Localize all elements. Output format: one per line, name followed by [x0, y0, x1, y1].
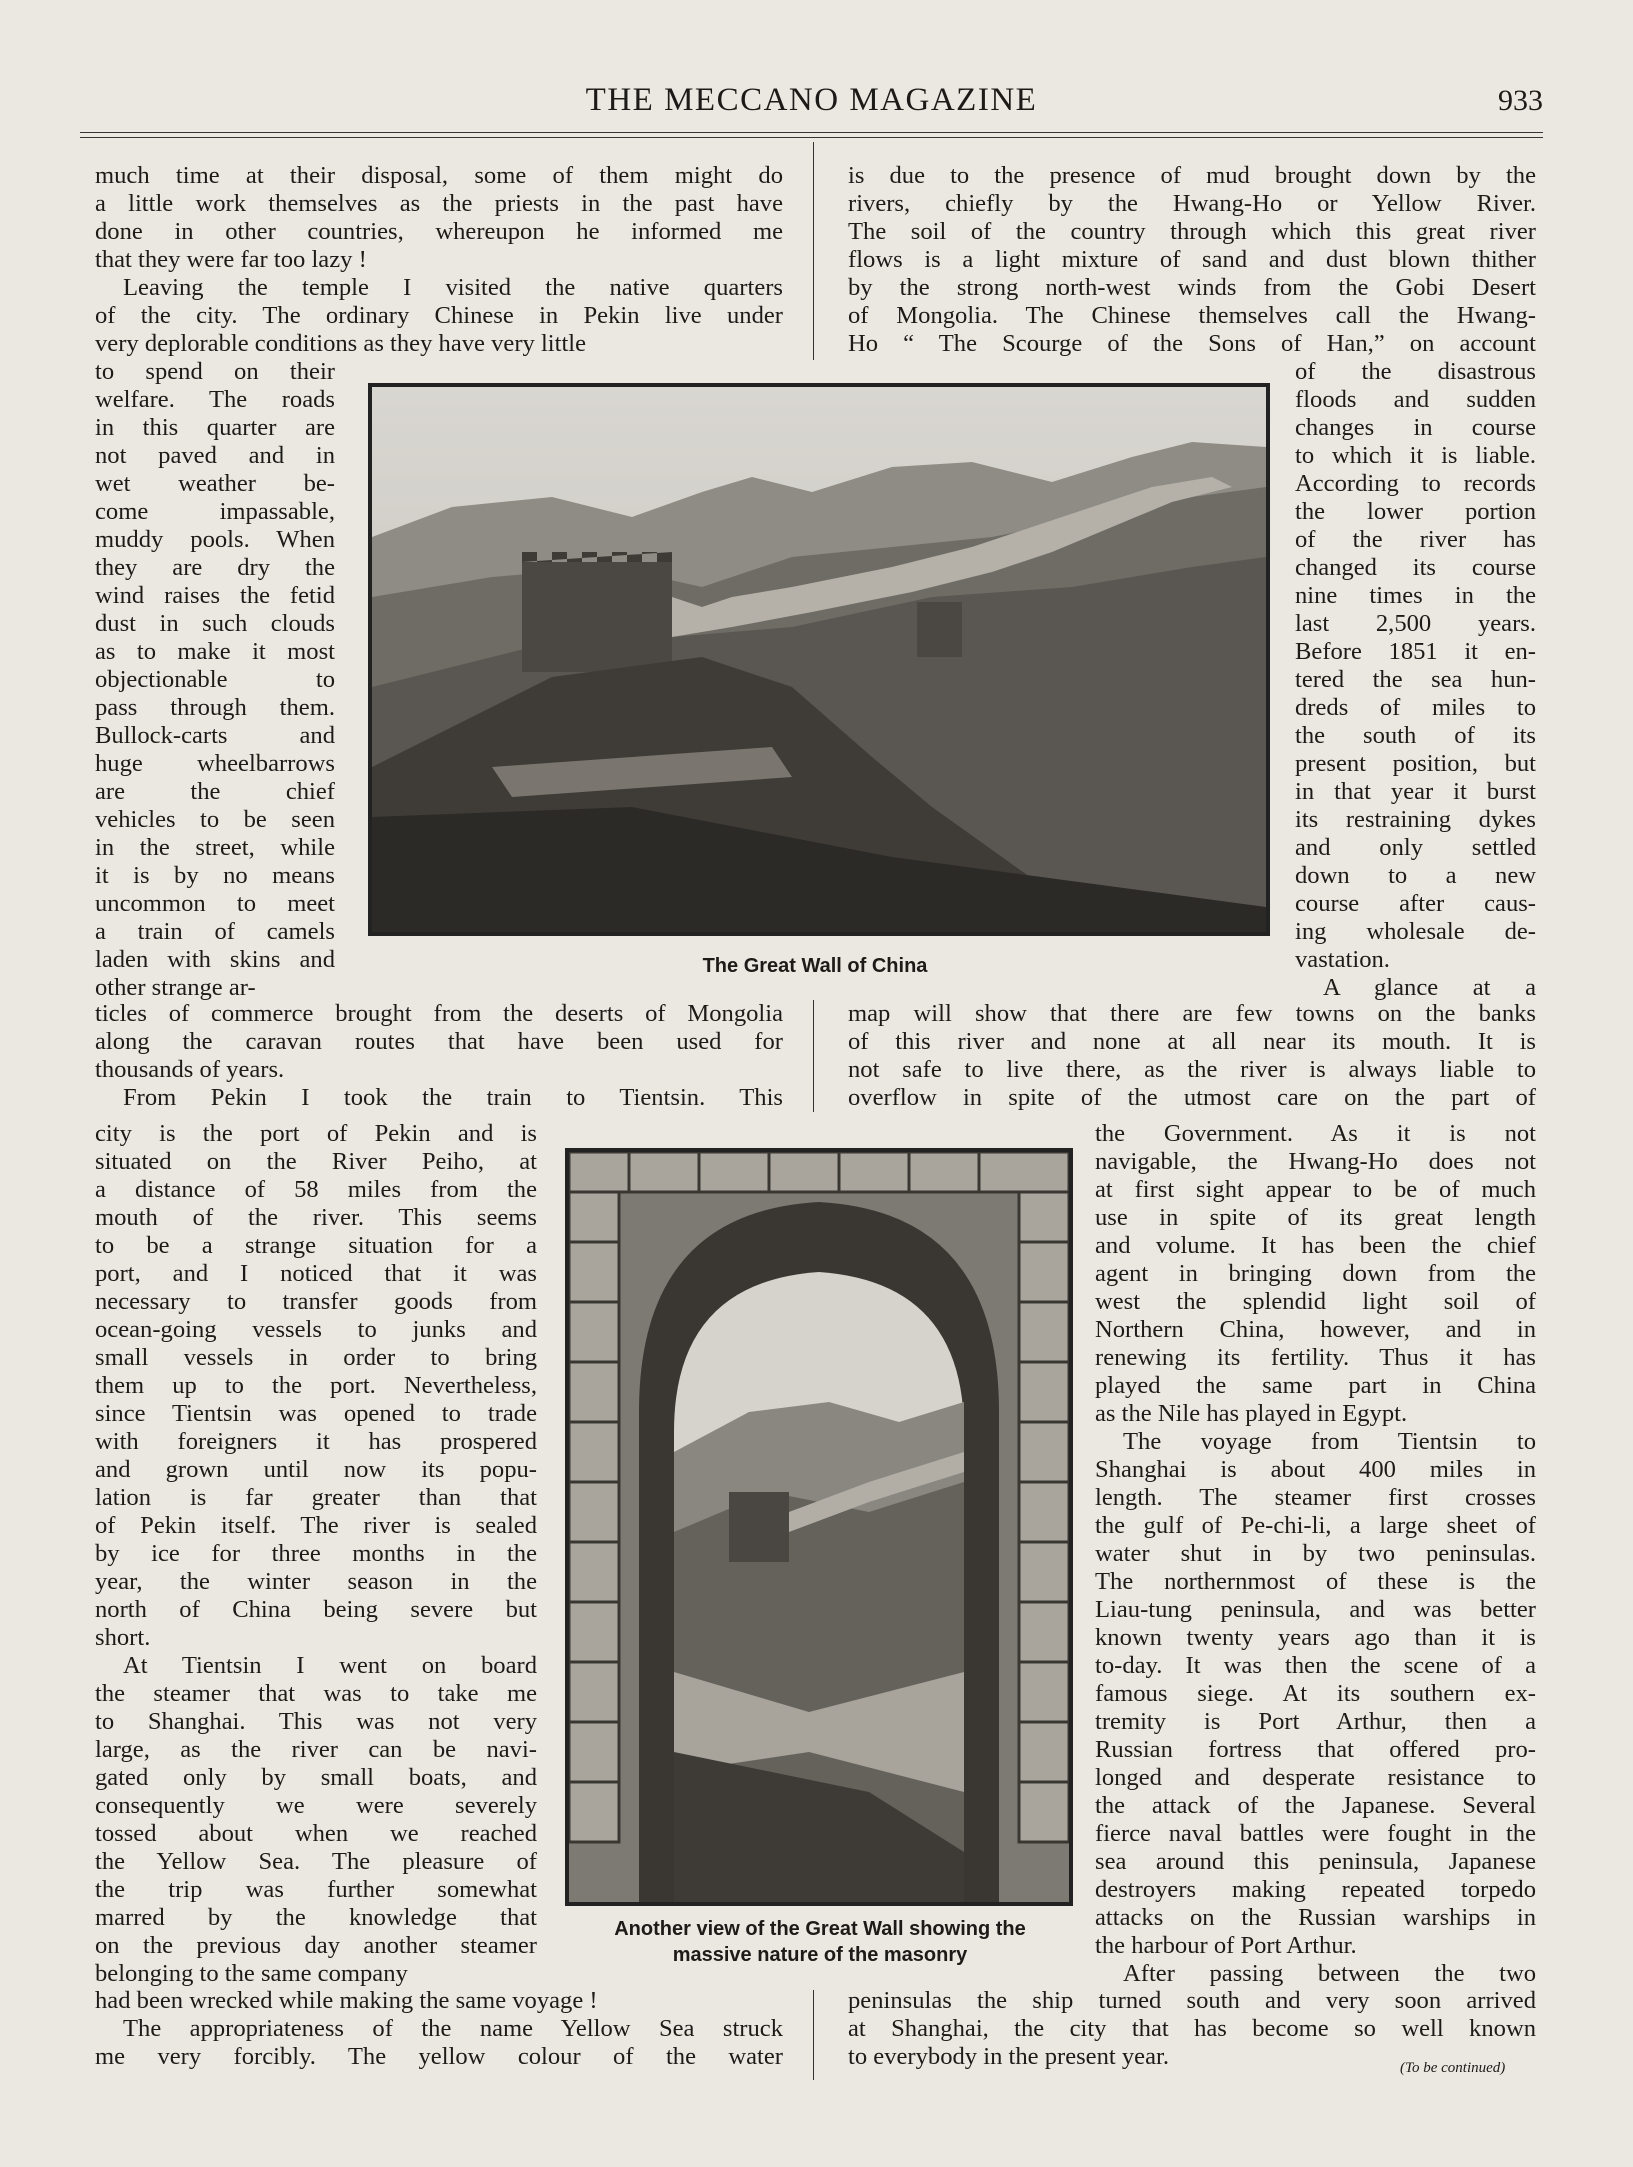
- text-line: objectionable to: [95, 666, 335, 693]
- text-line: Northern China, however, and in: [1095, 1316, 1536, 1343]
- text-line: a little work themselves as the priests in the past have: [95, 190, 783, 217]
- text-line: west the splendid light soil of: [1095, 1288, 1536, 1315]
- text-line: the south of its: [1295, 722, 1536, 749]
- text-line: agent in bringing down from the: [1095, 1260, 1536, 1287]
- right-narrow-text: [1295, 358, 1536, 1002]
- text-line: At Tientsin I went on board: [123, 1652, 537, 1679]
- text-line: Shanghai is about 400 miles in: [1095, 1456, 1536, 1483]
- text-line: played the same part in China: [1095, 1372, 1536, 1399]
- left-bottom-text: [95, 1987, 783, 2071]
- text-line: pass through them.: [95, 694, 335, 721]
- text-line: at Shanghai, the city that has become so well known: [848, 2015, 1536, 2042]
- text-line: they are dry the: [95, 554, 335, 581]
- text-line: the trip was further somewhat: [95, 1876, 537, 1903]
- text-line: According to records: [1295, 470, 1536, 497]
- text-line: to be a strange situation for a: [95, 1232, 537, 1259]
- text-line: marred by the knowledge that: [95, 1904, 537, 1931]
- text-line: rivers, chiefly by the Hwang-Ho or Yellow River.: [848, 190, 1536, 217]
- text-line: tossed about when we reached: [95, 1820, 537, 1847]
- text-line: of the disastrous: [1295, 358, 1536, 385]
- text-line: short.: [95, 1624, 151, 1651]
- text-line: Bullock-carts and: [95, 722, 335, 749]
- text-line: to which it is liable.: [1295, 442, 1536, 469]
- text-line: Liau-tung peninsula, and was better: [1095, 1596, 1536, 1623]
- text-line: laden with skins and: [95, 946, 335, 973]
- text-line: The voyage from Tientsin to: [1123, 1428, 1536, 1455]
- text-line: to spend on their: [95, 358, 335, 385]
- text-line: at first sight appear to be of much: [1095, 1176, 1536, 1203]
- text-line: floods and sudden: [1295, 386, 1536, 413]
- text-line: fierce naval battles were fought in the: [1095, 1820, 1536, 1847]
- right-bottom-text: [848, 1987, 1536, 2071]
- wall-arch-caption: [575, 1916, 1065, 1968]
- text-line: From Pekin I took the train to Tientsin. This: [123, 1084, 783, 1111]
- text-line: nine times in the: [1295, 582, 1536, 609]
- text-line: situated on the River Peiho, at: [95, 1148, 537, 1175]
- header-rule-thin: [80, 137, 1543, 138]
- text-line: to everybody in the present year.: [848, 2043, 1169, 2070]
- text-line: come impassable,: [95, 498, 335, 525]
- right-top-text: [848, 162, 1536, 358]
- header-rule: [80, 132, 1543, 133]
- text-line: tremity is Port Arthur, then a: [1095, 1708, 1536, 1735]
- text-line: in that year it burst: [1295, 778, 1536, 805]
- text-line: renewing its fertility. Thus it has: [1095, 1344, 1536, 1371]
- text-line: the steamer that was to take me: [95, 1680, 537, 1707]
- text-line: not paved and in: [95, 442, 335, 469]
- text-line: changes in course: [1295, 414, 1536, 441]
- left-top-text: [95, 162, 783, 358]
- text-line: sea around this peninsula, Japanese: [1095, 1848, 1536, 1875]
- left-lower-text: [95, 1120, 537, 1988]
- text-line: with foreigners it has prospered: [95, 1428, 537, 1455]
- text-line: navigable, the Hwang-Ho does not: [1095, 1148, 1536, 1175]
- text-line: present position, but: [1295, 750, 1536, 777]
- text-line: the lower portion: [1295, 498, 1536, 525]
- text-line: down to a new: [1295, 862, 1536, 889]
- text-line: known twenty years ago than it is: [1095, 1624, 1536, 1651]
- text-line: as to make it most: [95, 638, 335, 665]
- text-line: Ho “ The Scourge of the Sons of Han,” on account: [848, 330, 1536, 357]
- text-line: are the chief: [95, 778, 335, 805]
- text-line: the Yellow Sea. The pleasure of: [95, 1848, 537, 1875]
- text-line: it is by no means: [95, 862, 335, 889]
- text-line: destroyers making repeated torpedo: [1095, 1876, 1536, 1903]
- text-line: wind raises the fetid: [95, 582, 335, 609]
- text-line: them up to the port. Nevertheless,: [95, 1372, 537, 1399]
- text-line: the attack of the Japanese. Several: [1095, 1792, 1536, 1819]
- text-line: gated only by small boats, and: [95, 1764, 537, 1791]
- text-line: tered the sea hun-: [1295, 666, 1536, 693]
- text-line: large, as the river can be navi-: [95, 1736, 537, 1763]
- text-line: city is the port of Pekin and is: [95, 1120, 537, 1147]
- column-divider-mid: [813, 1000, 814, 1112]
- text-line: other strange ar-: [95, 974, 256, 1001]
- to-be-continued: (To be continued): [1400, 2060, 1506, 2076]
- text-line: map will show that there are few towns on the banks: [848, 1000, 1536, 1027]
- text-line: thousands of years.: [95, 1056, 285, 1083]
- text-line: of the city. The ordinary Chinese in Pekin live under: [95, 302, 783, 329]
- text-line: necessary to transfer goods from: [95, 1288, 537, 1315]
- text-line: flows is a light mixture of sand and dust blown thither: [848, 246, 1536, 273]
- text-line: in this quarter are: [95, 414, 335, 441]
- text-line: me very forcibly. The yellow colour of the water: [95, 2043, 783, 2070]
- text-line: use in spite of its great length: [1095, 1204, 1536, 1231]
- text-line: vastation.: [1295, 946, 1390, 973]
- column-divider-top: [813, 142, 814, 360]
- running-header: [80, 82, 1543, 132]
- text-line: port, and I noticed that it was: [95, 1260, 537, 1287]
- text-line: changed its course: [1295, 554, 1536, 581]
- text-line: Leaving the temple I visited the native quarters: [123, 274, 783, 301]
- text-line: to Shanghai. This was not very: [95, 1708, 537, 1735]
- page-number: 933: [1498, 84, 1543, 117]
- text-line: mouth of the river. This seems: [95, 1204, 537, 1231]
- text-line: of Pekin itself. The river is sealed: [95, 1512, 537, 1539]
- text-line: Before 1851 it en-: [1295, 638, 1536, 665]
- right-lower-text: [1095, 1120, 1536, 1988]
- text-line: overflow in spite of the utmost care on the part of: [848, 1084, 1536, 1111]
- column-divider-bottom: [813, 1990, 814, 2080]
- text-line: famous siege. At its southern ex-: [1095, 1680, 1536, 1707]
- text-line: much time at their disposal, some of them might do: [95, 162, 783, 189]
- text-line: done in other countries, whereupon he informed me: [95, 218, 783, 245]
- text-line: A glance at a: [1323, 974, 1536, 1001]
- text-line: a distance of 58 miles from the: [95, 1176, 537, 1203]
- text-line: as the Nile has played in Egypt.: [1095, 1400, 1408, 1427]
- text-line: consequently we were severely: [95, 1792, 537, 1819]
- text-line: water shut in by two peninsulas.: [1095, 1540, 1536, 1567]
- left-narrow-text: [95, 358, 335, 1002]
- text-line: the harbour of Port Arthur.: [1095, 1932, 1357, 1959]
- text-line: last 2,500 years.: [1295, 610, 1536, 637]
- text-line: uncommon to meet: [95, 890, 335, 917]
- text-line: year, the winter season in the: [95, 1568, 537, 1595]
- text-line: not safe to live there, as the river is always liable to: [848, 1056, 1536, 1083]
- text-line: on the previous day another steamer: [95, 1932, 537, 1959]
- text-line: by the strong north-west winds from the Gobi Desert: [848, 274, 1536, 301]
- text-line: The northernmost of these is the: [1095, 1568, 1536, 1595]
- text-line: and volume. It has been the chief: [1095, 1232, 1536, 1259]
- text-line: of Mongolia. The Chinese themselves call the Hwang-: [848, 302, 1536, 329]
- great-wall-photo: [368, 383, 1270, 936]
- text-line: course after caus-: [1295, 890, 1536, 917]
- text-line: a train of camels: [95, 918, 335, 945]
- text-line: north of China being severe but: [95, 1596, 537, 1623]
- text-line: muddy pools. When: [95, 526, 335, 553]
- text-line: is due to the presence of mud brought down by the: [848, 162, 1536, 189]
- wall-arch-photo: [565, 1148, 1073, 1906]
- text-line: peninsulas the ship turned south and very soon arrived: [848, 1987, 1536, 2014]
- wall-arch-caption-line1: Another view of the Great Wall showing the: [614, 1918, 1026, 1940]
- text-line: and grown until now its popu-: [95, 1456, 537, 1483]
- great-wall-caption: The Great Wall of China: [702, 955, 928, 977]
- left-mid-text: [95, 1000, 783, 1112]
- text-line: dreds of miles to: [1295, 694, 1536, 721]
- text-line: longed and desperate resistance to: [1095, 1764, 1536, 1791]
- text-line: welfare. The roads: [95, 386, 335, 413]
- text-line: vehicles to be seen: [95, 806, 335, 833]
- text-line: and only settled: [1295, 834, 1536, 861]
- text-line: had been wrecked while making the same voyage !: [95, 1987, 598, 2014]
- text-line: to-day. It was then the scene of a: [1095, 1652, 1536, 1679]
- text-line: its restraining dykes: [1295, 806, 1536, 833]
- wall-arch-caption-line2: massive nature of the masonry: [672, 1944, 968, 1966]
- text-line: attacks on the Russian warships in: [1095, 1904, 1536, 1931]
- right-mid-text: [848, 1000, 1536, 1112]
- text-line: huge wheelbarrows: [95, 750, 335, 777]
- text-line: by ice for three months in the: [95, 1540, 537, 1567]
- text-line: Russian fortress that offered pro-: [1095, 1736, 1536, 1763]
- text-line: dust in such clouds: [95, 610, 335, 637]
- text-line: The appropriateness of the name Yellow Sea struck: [123, 2015, 783, 2042]
- text-line: The soil of the country through which this great river: [848, 218, 1536, 245]
- text-line: small vessels in order to bring: [95, 1344, 537, 1371]
- text-line: ing wholesale de-: [1295, 918, 1536, 945]
- text-line: along the caravan routes that have been used for: [95, 1028, 783, 1055]
- text-line: length. The steamer first crosses: [1095, 1484, 1536, 1511]
- text-line: ticles of commerce brought from the deserts of Mongolia: [95, 1000, 783, 1027]
- text-line: lation is far greater than that: [95, 1484, 537, 1511]
- text-line: of this river and none at all near its mouth. It is: [848, 1028, 1536, 1055]
- text-line: since Tientsin was opened to trade: [95, 1400, 537, 1427]
- text-line: very deplorable conditions as they have very little: [95, 330, 587, 357]
- text-line: in the street, while: [95, 834, 335, 861]
- text-line: wet weather be-: [95, 470, 335, 497]
- text-line: the gulf of Pe-chi-li, a large sheet of: [1095, 1512, 1536, 1539]
- text-line: of the river has: [1295, 526, 1536, 553]
- magazine-title: THE MECCANO MAGAZINE: [585, 82, 1038, 118]
- text-line: the Government. As it is not: [1095, 1120, 1536, 1147]
- text-line: that they were far too lazy !: [95, 246, 367, 273]
- text-line: After passing between the two: [1123, 1960, 1536, 1987]
- text-line: belonging to the same company: [95, 1960, 408, 1987]
- text-line: ocean-going vessels to junks and: [95, 1316, 537, 1343]
